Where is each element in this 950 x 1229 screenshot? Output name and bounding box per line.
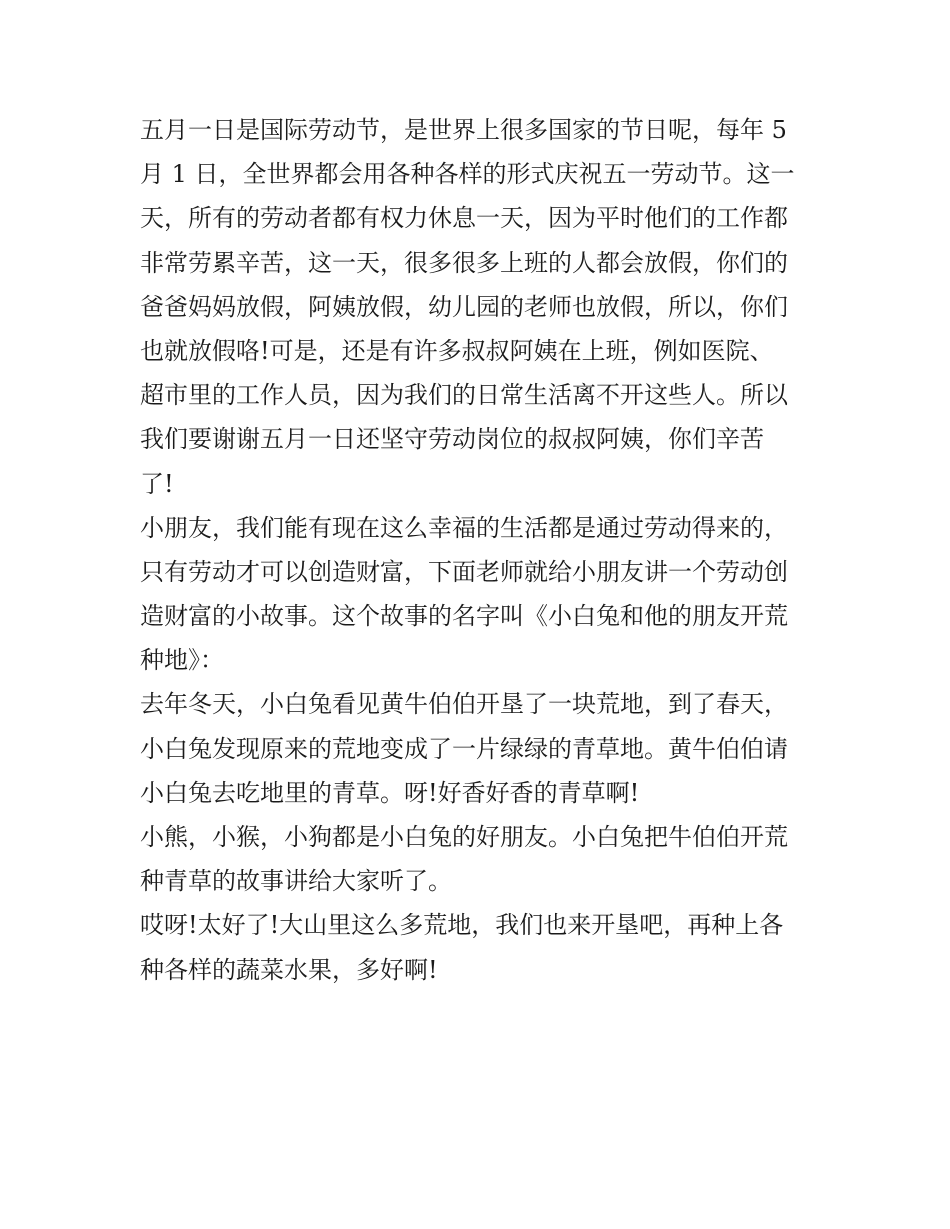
text-line: 小熊，小猴，小狗都是小白兔的好朋友。小白兔把牛伯伯开荒	[140, 823, 788, 851]
text-line: 造财富的小故事。这个故事的名字叫《小白兔和他的朋友开荒	[140, 602, 788, 631]
text-line: 月 1 日，全世界都会用各种各样的形式庆祝五一劳动节。这一	[140, 160, 795, 189]
text-line: 天，所有的劳动者都有权力休息一天，因为平时他们的工作都	[140, 204, 788, 233]
paragraph-story-intro	[140, 506, 816, 683]
text-line: 种各样的蔬菜水果，多好啊!	[140, 955, 438, 984]
paragraph-story-part-1	[140, 682, 816, 815]
text-line: 爸爸妈妈放假，阿姨放假，幼儿园的老师也放假，所以，你们	[140, 292, 788, 321]
paragraph-story-part-2	[140, 815, 816, 903]
text-line: 非常劳累辛苦，这一天，很多很多上班的人都会放假，你们的	[140, 248, 788, 277]
paragraph-labor-day-intro	[140, 108, 816, 506]
text-line: 超市里的工作人员，因为我们的日常生活离不开这些人。所以	[140, 381, 788, 410]
text-line: 五月一日是国际劳动节，是世界上很多国家的节日呢，每年 5	[140, 116, 787, 144]
text-line: 小白兔去吃地里的青草。呀!好香好香的青草啊!	[140, 778, 640, 807]
text-line: 了!	[140, 469, 174, 498]
text-line: 种地》：	[140, 646, 224, 675]
text-line: 哎呀!太好了!大山里这么多荒地，我们也来开垦吧，再种上各	[140, 911, 784, 940]
text-line: 小朋友，我们能有现在这么幸福的生活都是通过劳动得来的，	[140, 513, 788, 542]
text-line: 种青草的故事讲给大家听了。	[140, 867, 452, 896]
text-line: 去年冬天，小白兔看见黄牛伯伯开垦了一块荒地，到了春天，	[140, 690, 788, 719]
text-line: 我们要谢谢五月一日还坚守劳动岗位的叔叔阿姨，你们辛苦	[140, 425, 764, 454]
text-line: 也就放假咯!可是，还是有许多叔叔阿姨在上班，例如医院、	[140, 336, 774, 365]
paragraph-story-part-3	[140, 903, 816, 991]
text-line: 小白兔发现原来的荒地变成了一片绿绿的青草地。黄牛伯伯请	[140, 734, 788, 763]
document-body	[140, 108, 816, 992]
text-line: 只有劳动才可以创造财富，下面老师就给小朋友讲一个劳动创	[140, 557, 788, 586]
